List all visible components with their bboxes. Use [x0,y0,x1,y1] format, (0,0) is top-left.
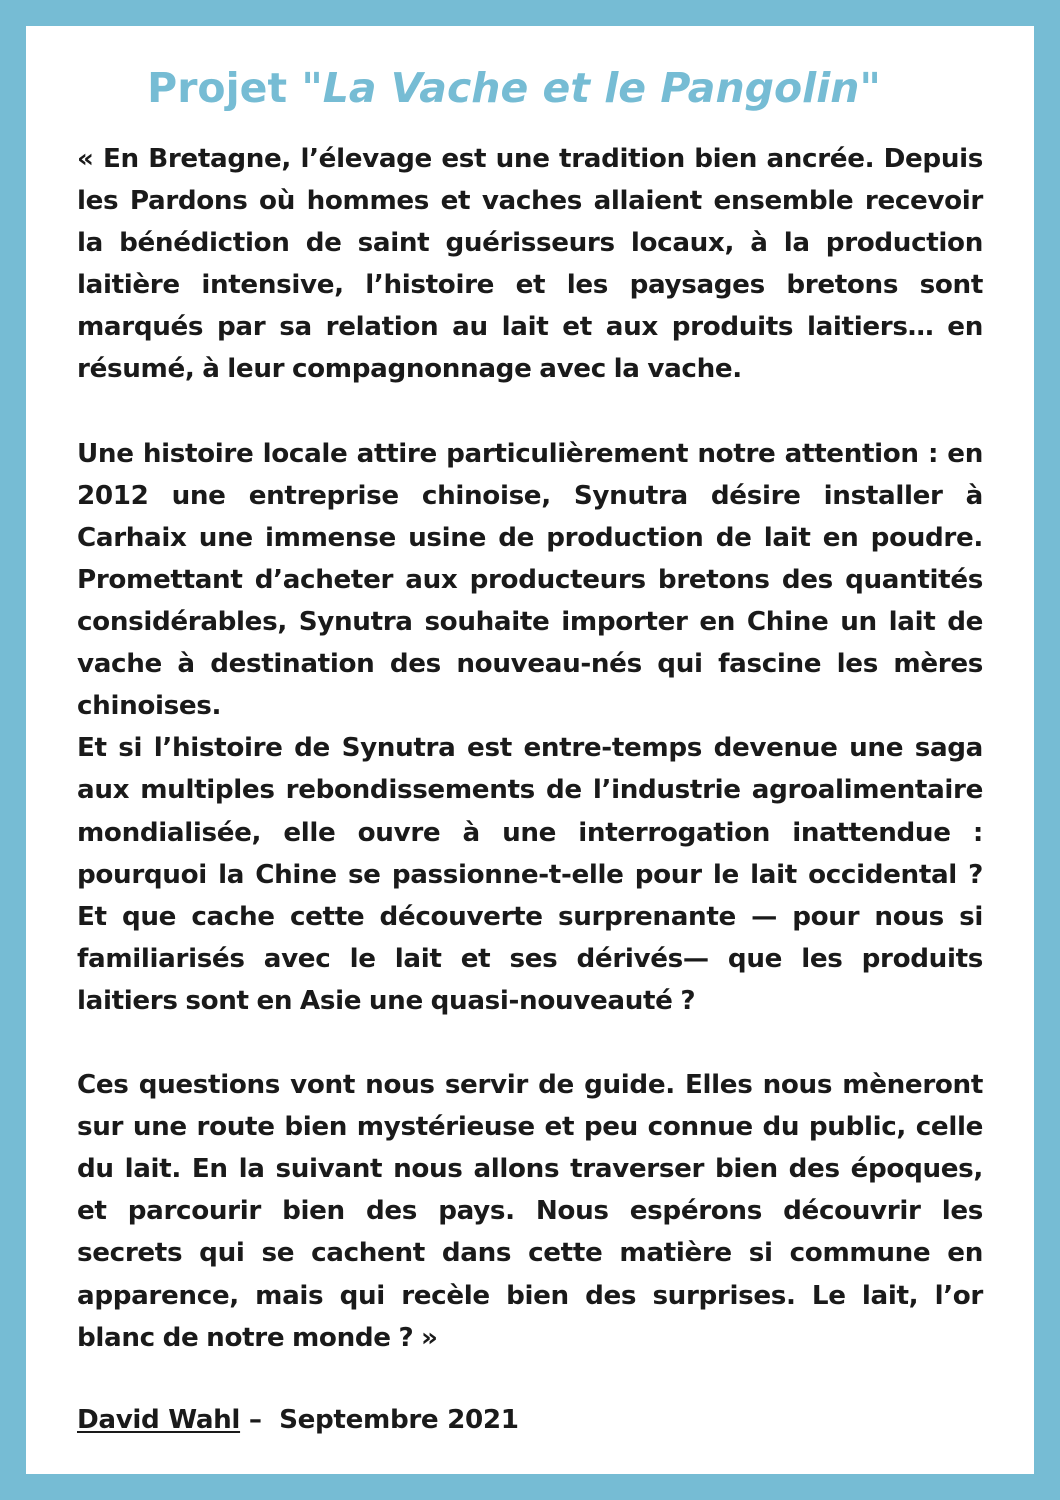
signature-date: Septembre 2021 [279,1405,519,1435]
title-prefix: Projet [147,64,302,112]
body-text [77,138,983,1359]
signature [77,1399,519,1441]
page-title [0,62,1028,114]
signature-author: David Wahl [77,1405,241,1435]
paragraph-question: Et si l’histoire de Synutra est entre-temps devenue une saga aux multiples rebondissements de l’industrie agroalimentaire mondialisée, elle ouvre à une interrogation inattendue : pourquoi la Chine se passionne-t-elle pour le lait occidental ? Et que cache cette découverte surprenante — pour nous si familiarisés avec le lait et ses dérivés— que les produits laitiers sont en Asie une quasi-nouveauté ? [77,733,983,1016]
paragraph-conclusion: Ces questions vont nous servir de guide. Elles nous mèneront sur une route bien mystérieuse et peu connue du public, celle du lait. En la suivant nous allons traverser bien des époques, et parcourir bien des pays. Nous espérons découvrir les secrets qui se cachent dans cette matière si commune en apparence, mais qui recèle bien des surprises. Le lait, l’or blanc de notre monde ? » [77,1070,983,1353]
paragraph-synutra: Une histoire locale attire particulièrement notre attention : en 2012 une entreprise chinoise, Synutra désire installer à Carhaix une immense usine de production de lait en poudre. Promettant d’acheter aux producteurs bretons des quantités considérables, Synutra souhaite importer en Chine un lait de vache à destination des nouveau-nés qui fascine les mères chinoises. [77,438,983,722]
title-project-name: "La Vache et le Pangolin" [301,64,881,112]
paragraph-intro: « En Bretagne, l’élevage est une tradition bien ancrée. Depuis les Pardons où hommes et vaches allaient ensemble recevoir la bénédiction de saint guérisseurs locaux, à la production laitière intensive, l’histoire et les paysages bretons sont marqués par sa relation au lait et aux produits laitiers… en résumé, à leur compagnonnage avec la vache. [77,144,983,385]
signature-separator: – [240,1405,280,1435]
